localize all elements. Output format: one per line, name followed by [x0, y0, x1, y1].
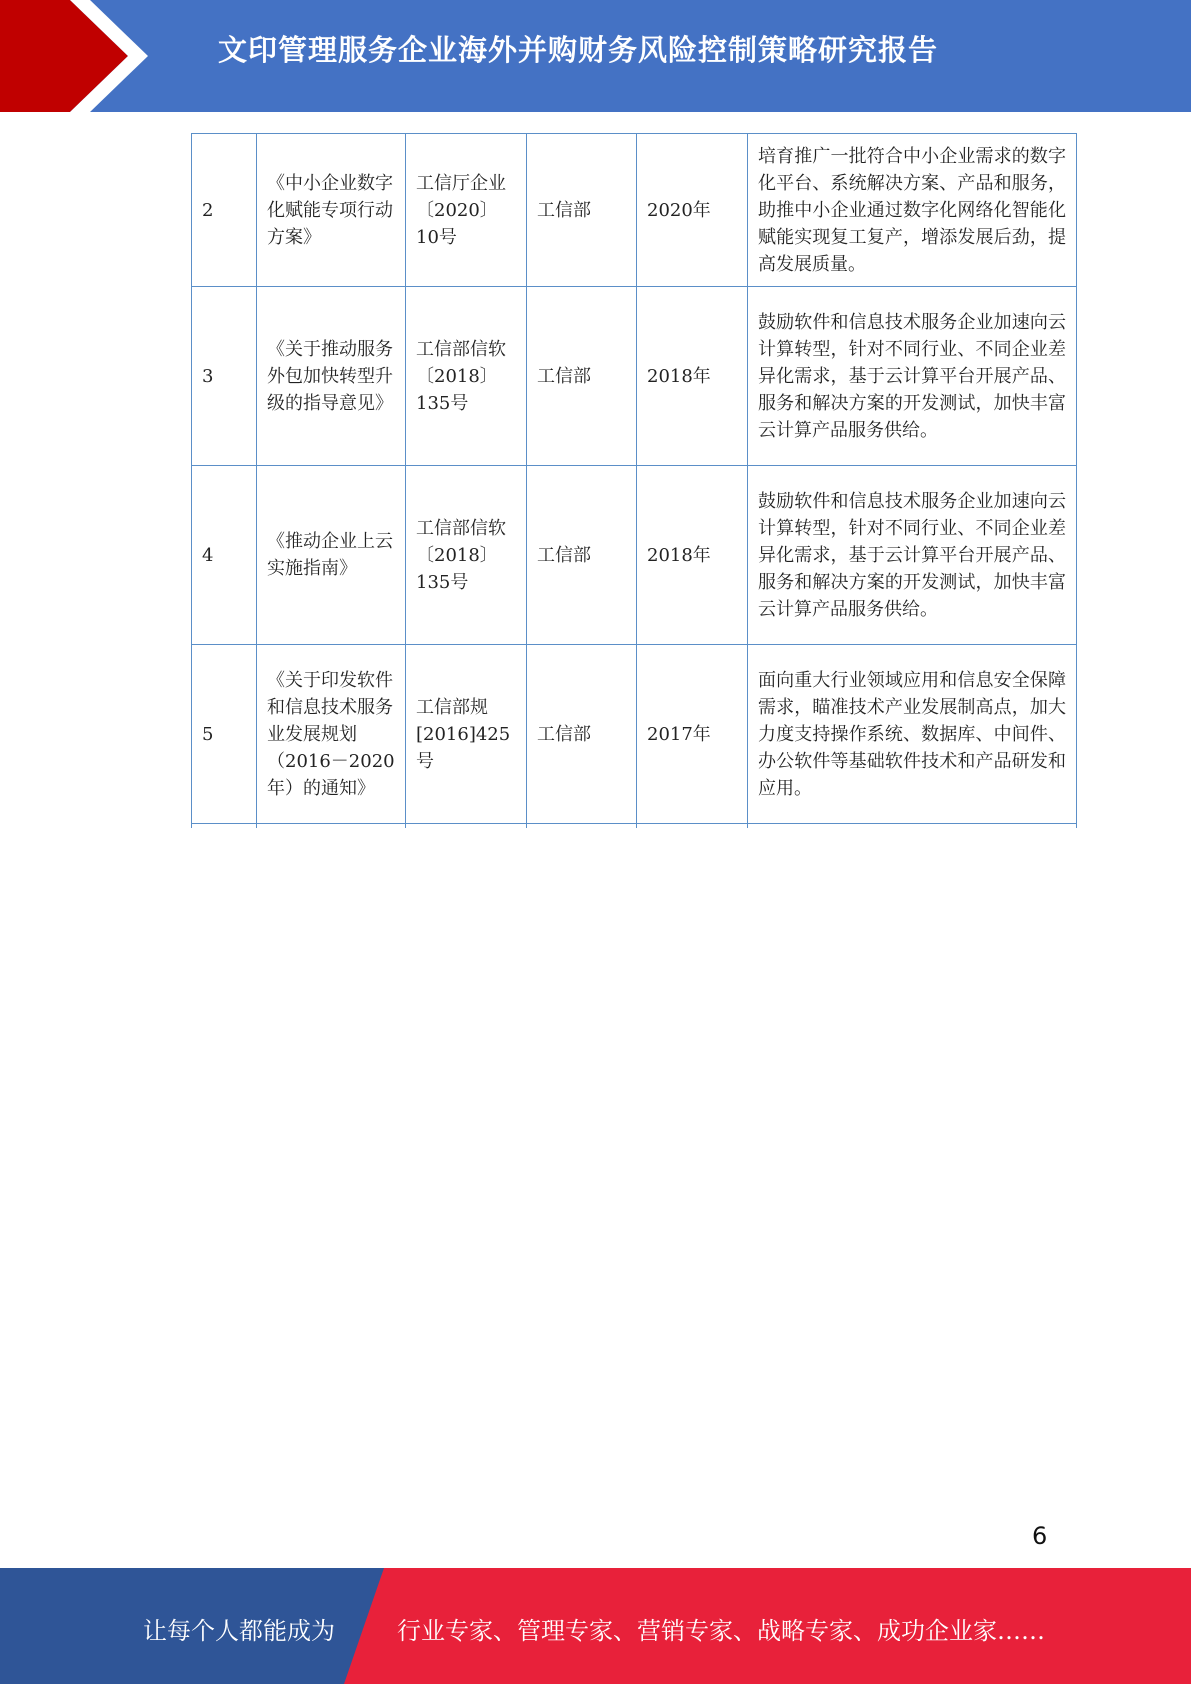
policy-table — [191, 133, 1077, 828]
policy-name: 《关于印发软件和信息技术服务业发展规划（2016－2020年）的通知》 — [257, 645, 406, 824]
document-number: 工信部信软〔2018〕135号 — [406, 466, 527, 645]
table-row-continuation — [192, 824, 1077, 829]
policy-summary: 培育推广一批符合中小企业需求的数字化平台、系统解决方案、产品和服务，助推中小企业通过数字化网络化智能化赋能实现复工复产，增添发展后劲，提高发展质量。 — [748, 134, 1077, 287]
policy-summary: 鼓励软件和信息技术服务企业加速向云计算转型，针对不同行业、不同企业差异化需求，基于云计算平台开展产品、服务和解决方案的开发测试，加快丰富云计算产品服务供给。 — [748, 287, 1077, 466]
policy-summary: 鼓励软件和信息技术服务企业加速向云计算转型，针对不同行业、不同企业差异化需求，基于云计算平台开展产品、服务和解决方案的开发测试，加快丰富云计算产品服务供给。 — [748, 466, 1077, 645]
page-number: 6 — [1032, 1522, 1048, 1550]
footer-slogan-left: 让每个人都能成为 — [143, 1617, 335, 1645]
policy-name: 《推动企业上云实施指南》 — [257, 466, 406, 645]
issue-year: 2017年 — [637, 645, 748, 824]
document-number: 工信厅企业〔2020〕10号 — [406, 134, 527, 287]
row-number: 5 — [192, 645, 257, 824]
footer-slogan-right: 行业专家、管理专家、营销专家、战略专家、成功企业家…… — [397, 1617, 1045, 1645]
page-footer — [0, 1568, 1191, 1684]
issuing-department: 工信部 — [527, 645, 637, 824]
table-row — [192, 466, 1077, 645]
report-title: 文印管理服务企业海外并购财务风险控制策略研究报告 — [218, 33, 939, 67]
row-number: 2 — [192, 134, 257, 287]
row-number: 4 — [192, 466, 257, 645]
document-number: 工信部信软〔2018〕135号 — [406, 287, 527, 466]
issue-year: 2020年 — [637, 134, 748, 287]
policy-summary: 面向重大行业领域应用和信息安全保障需求，瞄准技术产业发展制高点，加大力度支持操作系统、数据库、中间件、办公软件等基础软件技术和产品研发和应用。 — [748, 645, 1077, 824]
table-row — [192, 645, 1077, 824]
row-number: 3 — [192, 287, 257, 466]
policy-name: 《关于推动服务外包加快转型升级的指导意见》 — [257, 287, 406, 466]
issuing-department: 工信部 — [527, 287, 637, 466]
issuing-department: 工信部 — [527, 134, 637, 287]
table-row — [192, 134, 1077, 287]
policy-name: 《中小企业数字化赋能专项行动方案》 — [257, 134, 406, 287]
document-number: 工信部规[2016]425号 — [406, 645, 527, 824]
page-header — [0, 0, 1191, 112]
table-row — [192, 287, 1077, 466]
issuing-department: 工信部 — [527, 466, 637, 645]
issue-year: 2018年 — [637, 287, 748, 466]
issue-year: 2018年 — [637, 466, 748, 645]
